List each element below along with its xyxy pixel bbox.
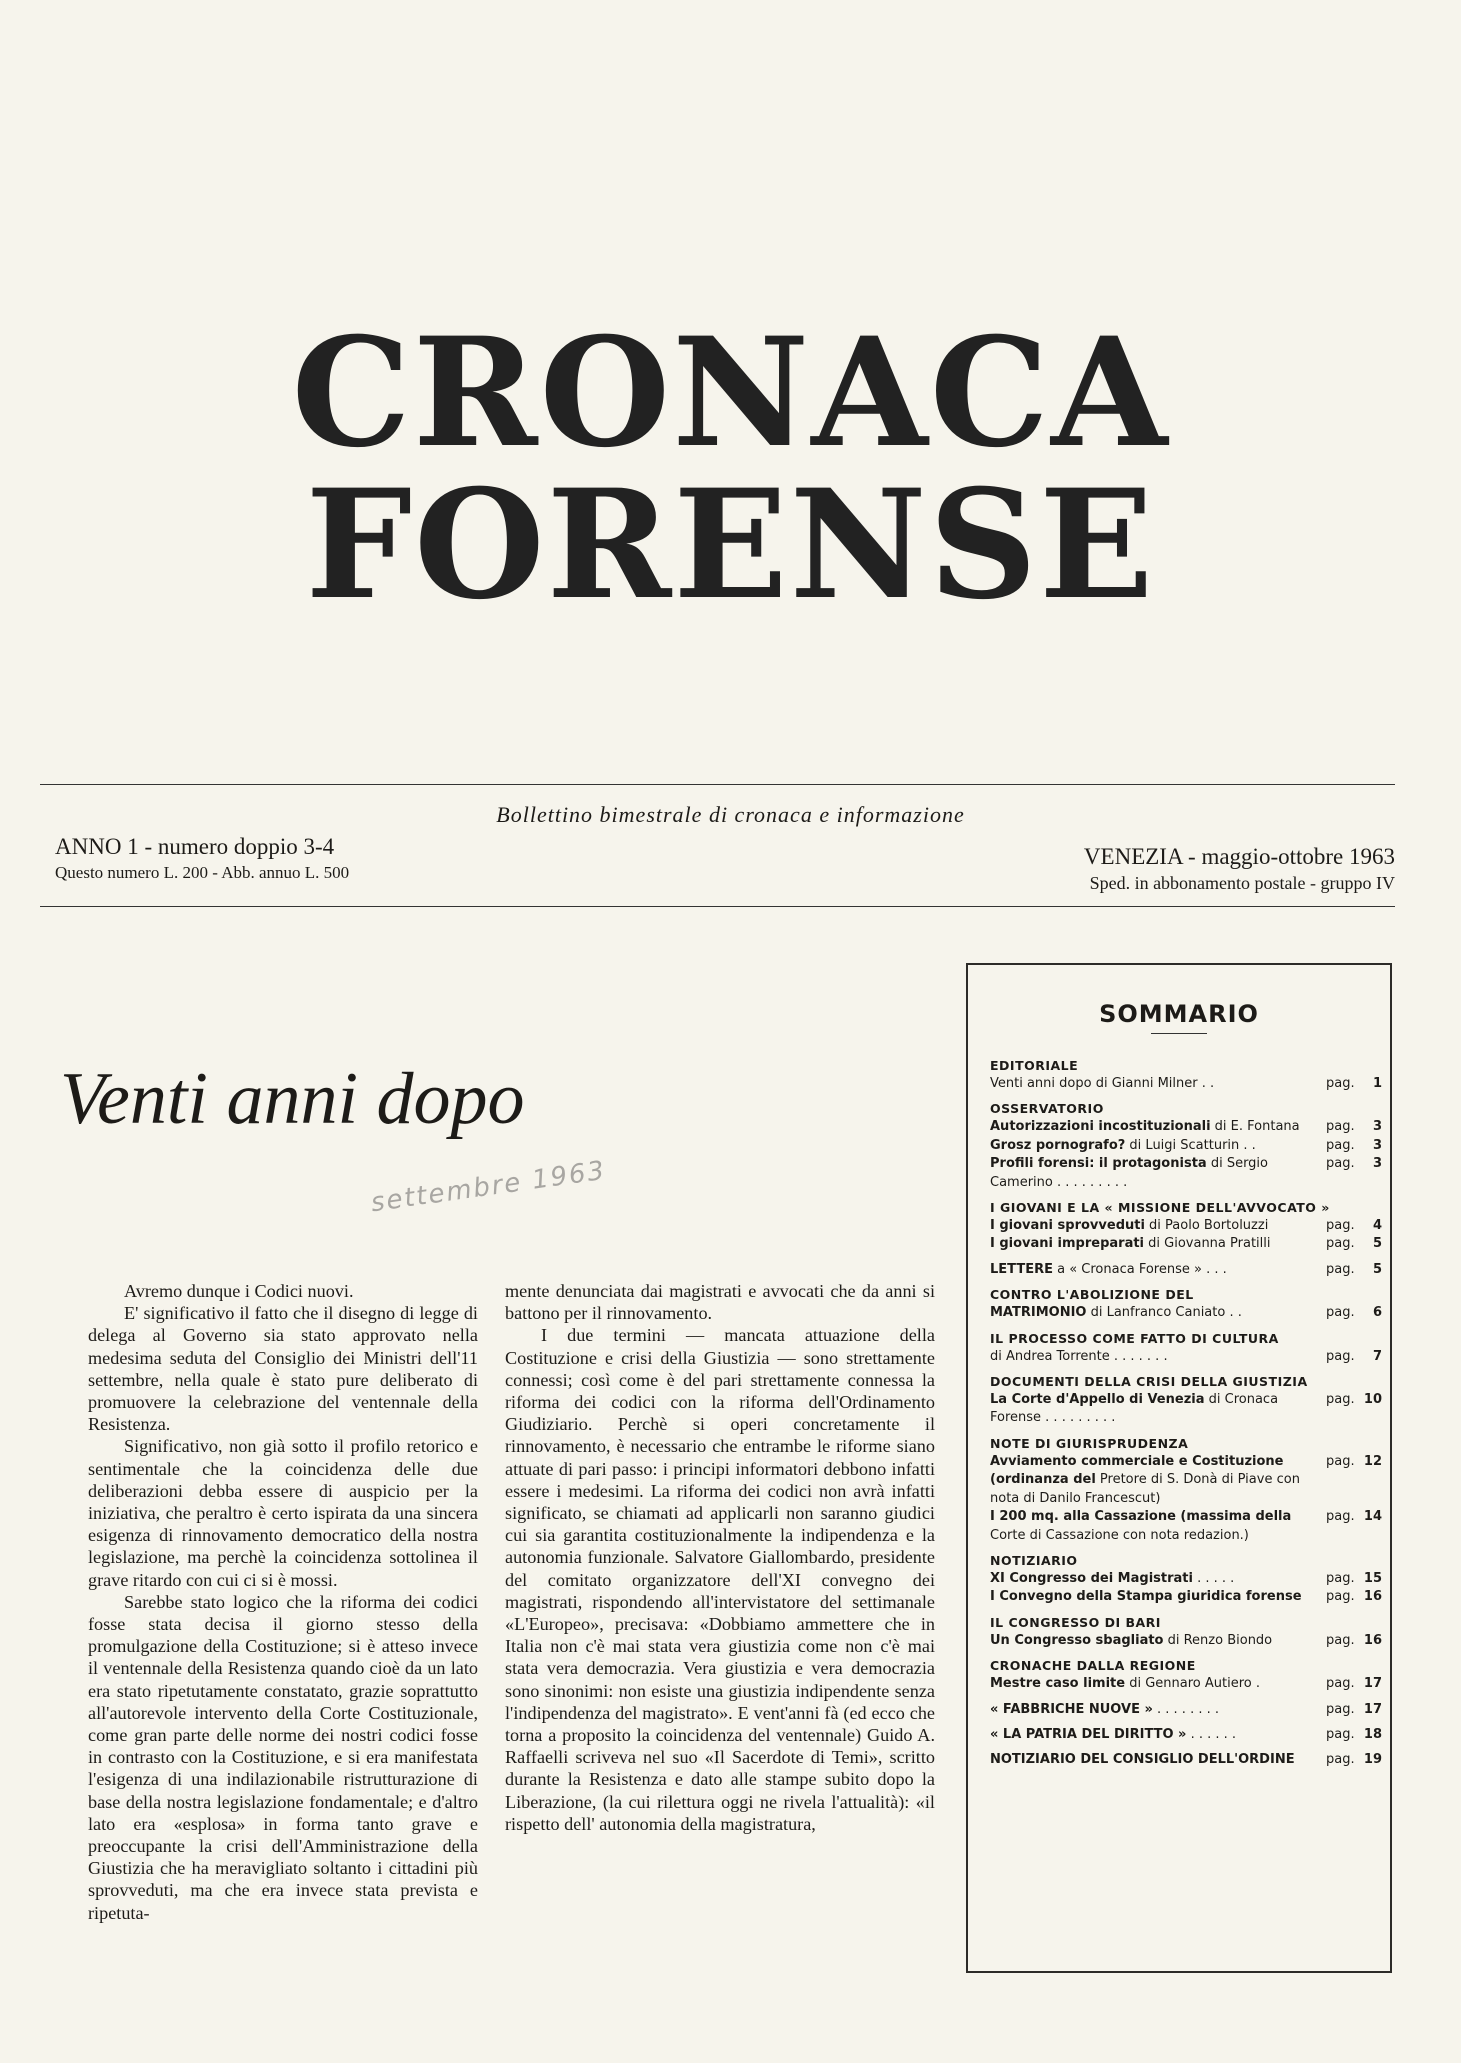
masthead-line-1: CRONACA bbox=[291, 305, 1170, 481]
sommario-entry-bold: Un Congresso sbagliato bbox=[990, 1632, 1164, 1648]
sommario-section-heading: EDITORIALE bbox=[990, 1058, 1079, 1073]
sommario-entry-title bbox=[990, 1235, 1326, 1253]
sommario-entry-text: . . . . . bbox=[1192, 1570, 1235, 1586]
sommario-entry bbox=[990, 1304, 1382, 1322]
sommario-pag-label: pag. bbox=[1326, 1236, 1355, 1252]
sommario-section bbox=[990, 1751, 1382, 1769]
sommario-entry-bold: Autorizzazioni incostituzionali bbox=[990, 1119, 1211, 1135]
sommario-entry-text: . . . . . . . . bbox=[1152, 1701, 1219, 1717]
sommario-entry-bold: I giovani impreparati bbox=[990, 1236, 1145, 1252]
sommario-pag-label: pag. bbox=[1326, 1701, 1355, 1717]
sommario-pag-label: pag. bbox=[1326, 1453, 1355, 1469]
sommario-pag-label: pag. bbox=[1326, 1752, 1355, 1768]
sommario-entry-bold: La Corte d'Appello di Venezia bbox=[990, 1392, 1205, 1408]
sommario-entry-text: di Lanfranco Caniato . . bbox=[1086, 1305, 1242, 1321]
sommario-page-number: 14 bbox=[1363, 1509, 1382, 1525]
sommario-box bbox=[966, 963, 1392, 1973]
sommario-entry-title bbox=[990, 1075, 1326, 1093]
sommario-pag-label: pag. bbox=[1326, 1076, 1355, 1091]
sommario-entry-bold: Grosz pornografo? bbox=[990, 1137, 1126, 1153]
sommario-section bbox=[990, 1373, 1382, 1428]
sommario-page-number: 16 bbox=[1363, 1589, 1382, 1605]
sommario-entry-bold: Profili forensi: il protagonista bbox=[990, 1156, 1207, 1172]
sommario-section bbox=[990, 1286, 1382, 1322]
sommario-page-number: 17 bbox=[1363, 1676, 1382, 1692]
sommario-section bbox=[990, 1552, 1382, 1607]
sommario-section bbox=[990, 1726, 1382, 1744]
sommario-entry-title bbox=[990, 1751, 1326, 1769]
sommario-page-number: 15 bbox=[1363, 1570, 1382, 1586]
sommario-entry bbox=[990, 1675, 1382, 1693]
sommario-page-number: 7 bbox=[1372, 1348, 1382, 1364]
sommario-title: SOMMARIO bbox=[1099, 1000, 1259, 1028]
sommario-pag-label: pag. bbox=[1326, 1589, 1355, 1605]
sommario-pag-label: pag. bbox=[1326, 1119, 1355, 1135]
sommario-entry-text: Corte di Cassazione con nota redazion.) bbox=[990, 1527, 1249, 1543]
sommario-entry-bold: I Convegno della Stampa giuridica forense bbox=[990, 1589, 1302, 1605]
sommario-pag-label: pag. bbox=[1326, 1156, 1355, 1172]
sommario-entry-title bbox=[990, 1508, 1326, 1545]
sommario-page-number: 17 bbox=[1363, 1701, 1382, 1717]
sommario-entry-bold: « LA PATRIA DEL DIRITTO » bbox=[990, 1726, 1187, 1742]
subtitle: Bollettino bimestrale di cronaca e informazione bbox=[496, 802, 965, 827]
sommario-entry-bold: « FABBRICHE NUOVE » bbox=[990, 1701, 1153, 1717]
sommario-page-number: 18 bbox=[1363, 1726, 1382, 1742]
issue-number: ANNO 1 - numero doppio 3-4 bbox=[55, 834, 335, 859]
sommario-entry-bold: I giovani sprovveduti bbox=[990, 1218, 1145, 1234]
sommario-page-number: 1 bbox=[1372, 1076, 1382, 1091]
article-paragraph: I due termini — mancata attuazione della Costituzione e crisi della Giustizia — sono strettamente connessi; così come è del pari strettamente connessa la riforma dei codici con la riforma dell'Ordinamento Giudiziario. Perchè si operi concretamente il rinnovamento, è necessario che entrambe le riforme siano attuate di pari passo: i principi informatori debbono infatti essere i medesimi. La riforma dei codici non avrà infatti significato, se chiamati ad applicarli non saranno giudici cui sia garantita costituzionalmente la indipendenza e la autonomia funzionale. Salvatore Giallombardo, presidente del comitato organizzatore dell'XI convegno dei magistrati, rispondendo all'intervistatore del settimanale «L'Europeo», precisava: «Dobbiamo ammettere che in Italia non c'è mai stata vera giustizia come non c'è mai stata vera democrazia. Vera giustizia e vera democrazia sono sinonimi: non esiste una giustizia indipendente senza l'indipendenza del magistrato». E vent'anni fà (ed ecco che torna a proposito la coincidenza del ventennale) Guido A. Raffaelli scriveva nel suo «Il Sacerdote di Temi», scritto durante la Resistenza e dato alle stampe subito dopo la Liberazione, (la cui rilettura oggi ne rivela l'attualità): «il rispetto dell' autonomia della magistratura, bbox=[505, 1325, 935, 1834]
sommario-entry-bold: LETTERE bbox=[990, 1261, 1053, 1277]
sommario-entry-bold: Mestre caso limite bbox=[990, 1676, 1126, 1692]
sommario-pag-label: pag. bbox=[1326, 1632, 1355, 1648]
sommario-page-number: 3 bbox=[1372, 1156, 1382, 1172]
sommario-page-number: 16 bbox=[1363, 1632, 1382, 1648]
sommario-section bbox=[990, 1330, 1382, 1366]
sommario-entry-title bbox=[990, 1391, 1326, 1428]
sommario-pag-label: pag. bbox=[1326, 1218, 1355, 1234]
sommario-entry bbox=[990, 1217, 1382, 1235]
sommario-page-number: 12 bbox=[1363, 1453, 1382, 1469]
sommario-entry-title bbox=[990, 1632, 1326, 1650]
masthead-line-2: FORENSE bbox=[305, 457, 1156, 633]
sommario-section bbox=[990, 1100, 1382, 1192]
article-column-2 bbox=[505, 1280, 935, 1980]
article-paragraph: Sarebbe stato logico che la riforma dei codici fosse stata decisa il giorno stesso della promulgazione della Costituzione; si è atteso invece il ventennale della Resistenza quando cioè da un lato era stato ripetutamente constatato, grazie soprattutto all'autorevole intervento della Corte Costituzionale, come gran parte delle norme dei nostri codici fosse in contrasto con la Costituzione, e si era manifestata l'esigenza di una indilazionabile ristrutturazione di base della nostra legislazione fondamentale; e d'altro lato era «esplosa» in forma tanto grave e preoccupante la crisi dell'Amministrazione della Giustizia che ha meravigliato soltanto i cittadini più sprovveduti, ma che era invece stata prevista e ripetuta- bbox=[88, 1591, 478, 1923]
sommario-entry-text: di E. Fontana bbox=[1210, 1119, 1300, 1135]
sommario-section-heading: CRONACHE DALLA REGIONE bbox=[990, 1658, 1196, 1674]
sommario-entry-title bbox=[990, 1588, 1326, 1606]
place-date: VENEZIA - maggio-ottobre 1963 bbox=[1083, 844, 1395, 869]
sommario-pag-label: pag. bbox=[1326, 1392, 1355, 1408]
sommario-entry-title bbox=[990, 1570, 1326, 1588]
sommario-section bbox=[990, 1057, 1382, 1093]
sommario-entry-text: . . . . . . bbox=[1186, 1726, 1237, 1742]
sommario-entry-bold: Avviamento commerciale e Costituzione (ordinanza del bbox=[990, 1453, 1284, 1488]
sommario-pag-label: pag. bbox=[1326, 1348, 1355, 1364]
sommario-entry-bold: XI Congresso dei Magistrati bbox=[990, 1570, 1193, 1586]
sommario-page-number: 5 bbox=[1372, 1261, 1382, 1277]
sommario-section bbox=[990, 1657, 1382, 1693]
sommario-entry-bold: NOTIZIARIO DEL CONSIGLIO DELL'ORDINE bbox=[990, 1752, 1295, 1768]
sommario-entry bbox=[990, 1751, 1382, 1769]
sommario-entry-text: di Gennaro Autiero . bbox=[1125, 1676, 1260, 1692]
sommario-entry bbox=[990, 1391, 1382, 1428]
sommario-entry-text: di Paolo Bortoluzzi bbox=[1144, 1218, 1269, 1234]
sommario-page-number: 3 bbox=[1372, 1119, 1382, 1135]
article-headline: Venti anni dopo bbox=[60, 1058, 525, 1140]
sommario-page-number: 19 bbox=[1363, 1752, 1382, 1768]
article-column-1 bbox=[88, 1280, 478, 1980]
bottom-rule bbox=[40, 906, 1395, 907]
sommario-page-number: 6 bbox=[1372, 1305, 1382, 1321]
sommario-entry-text: di Giovanna Pratilli bbox=[1144, 1236, 1271, 1252]
sommario-entry bbox=[990, 1508, 1382, 1545]
sommario-entry bbox=[990, 1235, 1382, 1253]
sommario-section-heading: IL PROCESSO COME FATTO DI CULTURA bbox=[990, 1330, 1279, 1346]
sommario-entry bbox=[990, 1261, 1382, 1279]
sommario-entry bbox=[990, 1137, 1382, 1155]
sommario-entry bbox=[990, 1348, 1382, 1366]
sommario-page-number: 10 bbox=[1363, 1392, 1382, 1408]
sommario-section-heading: NOTE DI GIURISPRUDENZA bbox=[990, 1435, 1189, 1451]
sommario-entry bbox=[990, 1588, 1382, 1606]
sommario-entry-title bbox=[990, 1453, 1326, 1508]
article-paragraph: Significativo, non già sotto il profilo retorico e sentimentale che la coincidenza delle due deliberazioni debba essere di auspicio per la iniziativa, che peraltro è certo ispirata da una sincera esigenza di rinnovamento democratico della nostra legislazione, ma perchè la coincidenza sottolinea il grave ritardo con cui ci si è mossi. bbox=[88, 1436, 478, 1590]
sommario-entry-text: a « Cronaca Forense » . . . bbox=[1052, 1261, 1227, 1277]
sommario-page-number: 3 bbox=[1372, 1137, 1382, 1153]
sommario-entries bbox=[990, 1057, 1382, 1770]
sommario-entry-text: di Luigi Scatturin . . bbox=[1125, 1137, 1256, 1153]
sommario-section bbox=[990, 1614, 1382, 1650]
sommario-section-heading: IL CONGRESSO DI BARI bbox=[990, 1614, 1161, 1630]
sommario-entry-text: di Sergio Camerino . . . . . . . . . bbox=[990, 1156, 1268, 1190]
sommario-pag-label: pag. bbox=[1326, 1509, 1355, 1525]
sommario-entry-text: di Andrea Torrente . . . . . . . bbox=[990, 1348, 1168, 1364]
sommario-entry bbox=[990, 1155, 1382, 1192]
sommario-pag-label: pag. bbox=[1326, 1676, 1355, 1692]
top-rule bbox=[40, 784, 1395, 785]
article-paragraph: mente denunciata dai magistrati e avvocati che da anni si battono per il rinnovamento. bbox=[505, 1281, 935, 1324]
sommario-entry-title bbox=[990, 1701, 1326, 1719]
sommario-page-number: 4 bbox=[1372, 1218, 1382, 1234]
sommario-entry-title bbox=[990, 1137, 1326, 1155]
sommario-entry bbox=[990, 1726, 1382, 1744]
sommario-entry-text: di Cronaca Forense . . . . . . . . . bbox=[990, 1392, 1279, 1426]
sommario-entry-title bbox=[990, 1261, 1326, 1279]
issue-price: Questo numero L. 200 - Abb. annuo L. 500 bbox=[55, 863, 350, 882]
sommario-entry-text: di Renzo Biondo bbox=[1163, 1632, 1273, 1648]
article-paragraph: E' significativo il fatto che il disegno di legge di delega al Governo sia stato approvato nella medesima seduta del Consiglio dei Ministri dell'11 settembre, nella quale è stato pure deliberato di promuovere la celebrazione del ventennale della Resistenza. bbox=[88, 1303, 478, 1435]
sommario-section-heading: DOCUMENTI DELLA CRISI DELLA GIUSTIZIA bbox=[990, 1374, 1308, 1390]
sommario-entry bbox=[990, 1075, 1382, 1093]
handwritten-note: settembre 1963 bbox=[369, 1155, 608, 1219]
sommario-pag-label: pag. bbox=[1326, 1137, 1355, 1153]
sommario-pag-label: pag. bbox=[1326, 1570, 1355, 1586]
sommario-entry-title bbox=[990, 1118, 1326, 1136]
sommario-section-heading: CONTRO L'ABOLIZIONE DEL bbox=[990, 1287, 1194, 1303]
sommario-pag-label: pag. bbox=[1326, 1261, 1355, 1277]
sommario-entry-text: Venti anni dopo di Gianni Milner . . bbox=[990, 1076, 1215, 1091]
sommario-entry-title bbox=[990, 1348, 1326, 1366]
sommario-entry bbox=[990, 1701, 1382, 1719]
sommario-section bbox=[990, 1701, 1382, 1719]
sommario-section bbox=[990, 1435, 1382, 1545]
postal-info: Sped. in abbonamento postale - gruppo IV bbox=[1089, 873, 1395, 893]
sommario-section-heading: NOTIZIARIO bbox=[990, 1552, 1078, 1568]
sommario-entry bbox=[990, 1570, 1382, 1588]
sommario-entry bbox=[990, 1453, 1382, 1508]
article-paragraph: Avremo dunque i Codici nuovi. bbox=[124, 1281, 354, 1301]
sommario-entry-title bbox=[990, 1304, 1326, 1322]
sommario-section bbox=[990, 1199, 1382, 1254]
sommario-entry-title bbox=[990, 1217, 1326, 1235]
sommario-section-heading: I GIOVANI E LA « MISSIONE DELL'AVVOCATO » bbox=[990, 1200, 1330, 1216]
sommario-entry bbox=[990, 1118, 1382, 1136]
sommario-entry-bold: MATRIMONIO bbox=[990, 1305, 1087, 1321]
sommario-divider bbox=[1151, 1033, 1207, 1034]
sommario-entry-text: Pretore di S. Donà di Piave con nota di Danilo Francescut) bbox=[990, 1472, 1300, 1506]
sommario-section-heading: OSSERVATORIO bbox=[990, 1101, 1104, 1117]
sommario-page-number: 5 bbox=[1372, 1236, 1382, 1252]
sommario-section bbox=[990, 1261, 1382, 1279]
sommario-entry-title bbox=[990, 1155, 1326, 1192]
sommario-entry-title bbox=[990, 1726, 1326, 1744]
sommario-pag-label: pag. bbox=[1326, 1726, 1355, 1742]
sommario-entry bbox=[990, 1632, 1382, 1650]
sommario-entry-title bbox=[990, 1675, 1326, 1693]
sommario-entry-bold: I 200 mq. alla Cassazione (massima della bbox=[990, 1509, 1292, 1525]
sommario-pag-label: pag. bbox=[1326, 1305, 1355, 1321]
